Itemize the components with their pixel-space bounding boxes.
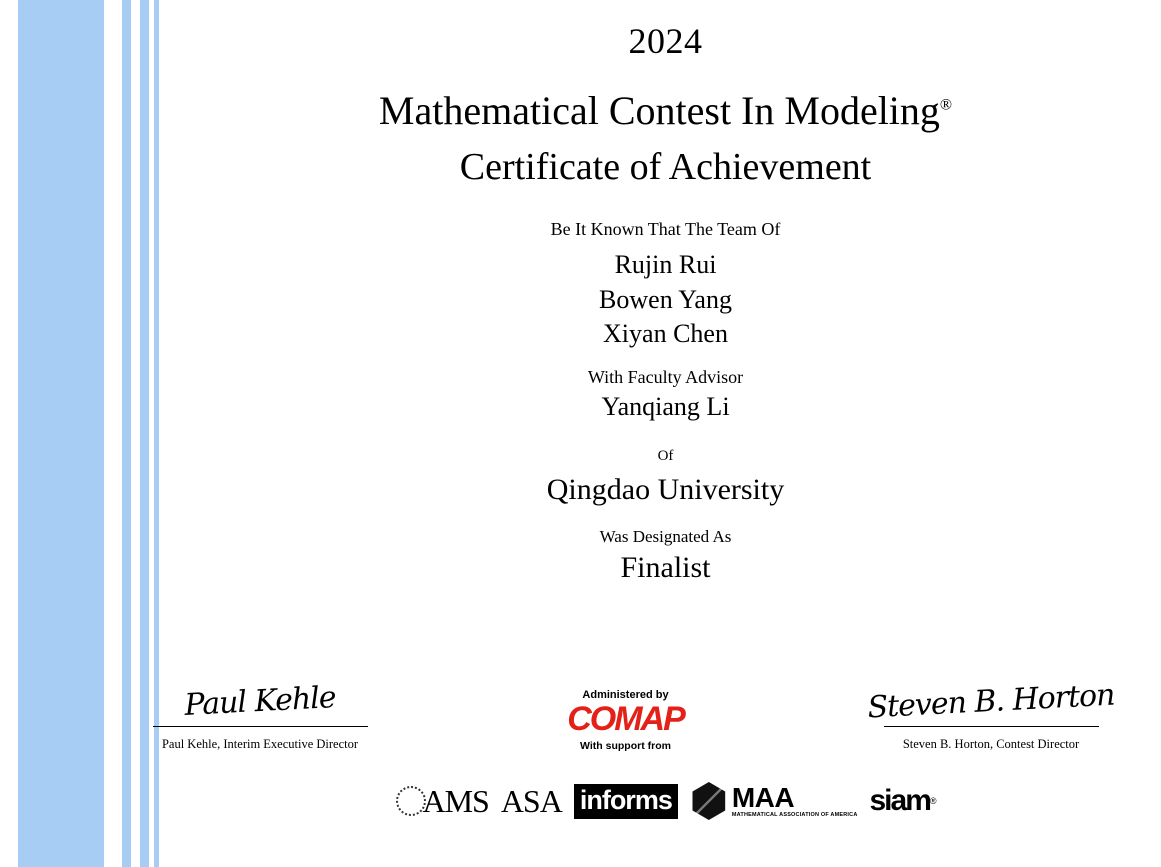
comap-logo: COMAP bbox=[567, 700, 684, 739]
maa-text-group bbox=[732, 784, 858, 818]
administered-by-label: Administered by bbox=[582, 689, 669, 702]
signature-block-right bbox=[841, 677, 1141, 752]
support-from-label: With support from bbox=[580, 740, 671, 752]
maa-polyhedron-icon bbox=[690, 782, 728, 820]
advisor-name: Yanqiang Li bbox=[601, 392, 730, 422]
team-member: Xiyan Chen bbox=[603, 318, 728, 348]
sponsor-logos bbox=[170, 782, 1161, 820]
signature-image-steven-horton: Steven B. Horton bbox=[866, 677, 1116, 726]
signature-image-paul-kehle: Paul Kehle bbox=[183, 680, 337, 723]
team-member: Rujin Rui bbox=[614, 250, 717, 280]
siam-registered-icon: ® bbox=[929, 796, 935, 806]
contest-title bbox=[170, 88, 1161, 134]
signature-caption-right: Steven B. Horton, Contest Director bbox=[902, 737, 1080, 751]
asa-logo-text: ASA bbox=[500, 782, 562, 819]
informs-logo-text: informs bbox=[579, 784, 672, 815]
contest-title-text: Mathematical Contest In Modeling bbox=[378, 87, 940, 133]
institution-name: Qingdao University bbox=[546, 473, 785, 507]
maa-logo-text: MAA bbox=[731, 782, 795, 813]
siam-logo-text: siam bbox=[869, 784, 930, 817]
award-level: Finalist bbox=[620, 551, 711, 585]
team-label: Be It Known That The Team Of bbox=[550, 219, 781, 240]
advisor-label: With Faculty Advisor bbox=[587, 367, 744, 388]
siam-logo bbox=[870, 784, 935, 818]
maa-logo bbox=[690, 782, 858, 820]
designation-label: Was Designated As bbox=[599, 527, 732, 547]
of-label: Of bbox=[657, 448, 674, 465]
maa-logo-subtext: MATHEMATICAL ASSOCIATION OF AMERICA bbox=[731, 812, 858, 818]
decorative-bar-wide bbox=[18, 0, 104, 867]
informs-logo bbox=[574, 784, 678, 819]
team-members-list bbox=[170, 248, 1161, 351]
signature-block-left bbox=[110, 680, 410, 752]
comap-administrator-block bbox=[511, 689, 741, 752]
signature-caption-left: Paul Kehle, Interim Executive Director bbox=[161, 737, 359, 751]
team-member: Bowen Yang bbox=[599, 284, 732, 314]
ams-logo bbox=[396, 783, 488, 820]
certificate-year: 2024 bbox=[628, 21, 703, 61]
certificate-subtitle: Certificate of Achievement bbox=[459, 145, 872, 188]
signature-row bbox=[110, 677, 1141, 752]
ams-logo-text: AMS bbox=[422, 782, 489, 819]
asa-logo bbox=[501, 783, 562, 820]
registered-trademark-icon: ® bbox=[939, 96, 953, 114]
